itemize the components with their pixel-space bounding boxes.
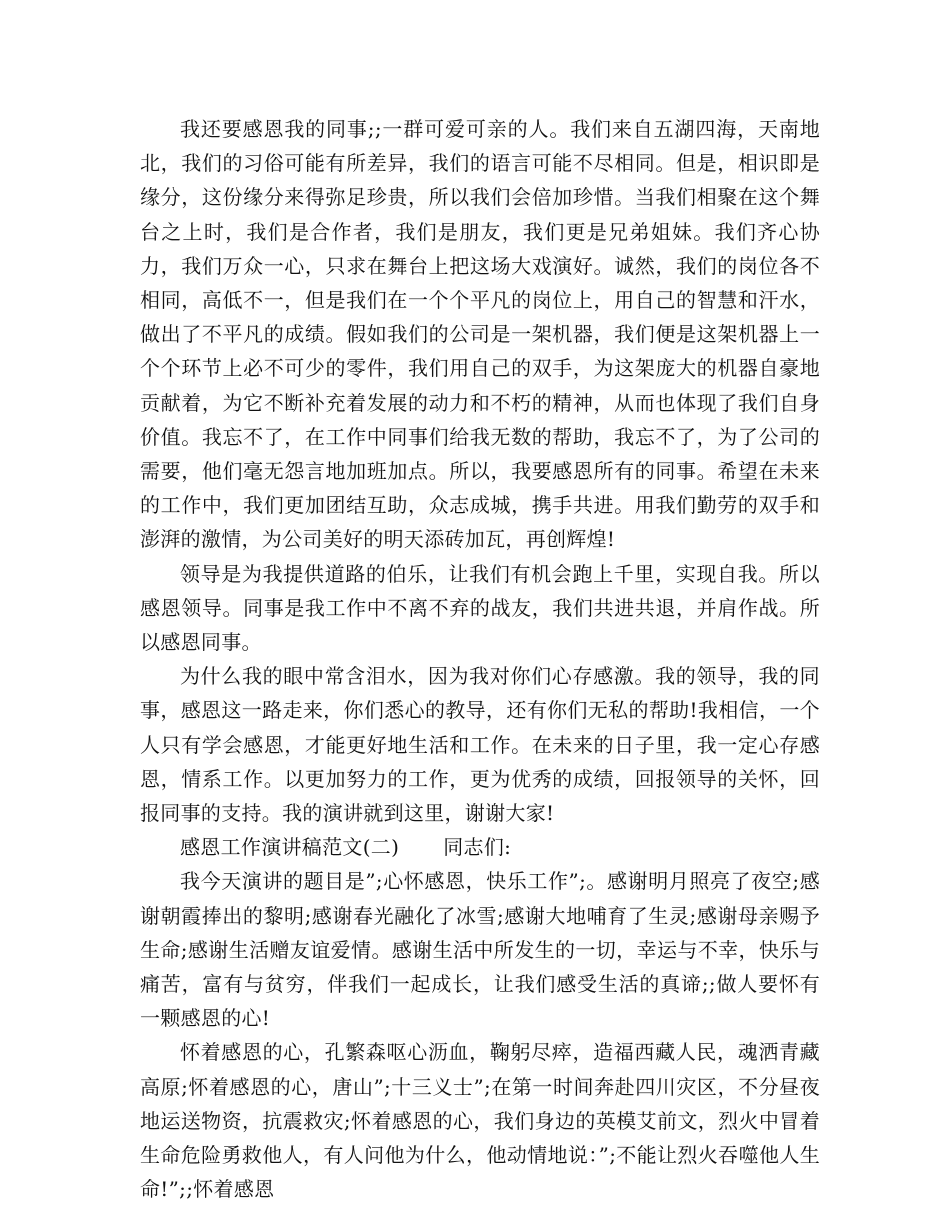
section-heading — [140, 830, 820, 864]
document-body — [140, 112, 820, 1207]
paragraph-speech-topic: 我今天演讲的题目是”;心怀感恩，快乐工作”;。感谢明月照亮了夜空;感谢朝霞捧出的黎明;感谢春光融化了冰雪;感谢大地哺育了生灵;感谢母亲赐予生命;感谢生活赠友谊爱情。感谢生活中所发生的一切，幸运与不幸，快乐与痛苦，富有与贫穷，伴我们一起成长，让我们感受生活的真谛;;做人要怀有一颗感恩的心! — [140, 869, 820, 1031]
section-title: 感恩工作演讲稿范文(二) — [180, 835, 400, 860]
paragraph-leaders-colleagues: 领导是为我提供道路的伯乐，让我们有机会跑上千里，实现自我。所以感恩领导。同事是我工作中不离不弃的战友，我们共进共退，并肩作战。所以感恩同事。 — [140, 561, 820, 655]
paragraph-closing: 为什么我的眼中常含泪水，因为我对你们心存感激。我的领导，我的同事，感恩这一路走来，你们悉心的教导，还有你们无私的帮助!我相信，一个人只有学会感恩，才能更好地生活和工作。在未来的日子里，我一定心存感恩，情系工作。以更加努力的工作，更为优秀的成绩，回报领导的关怀，回报同事的支持。我的演讲就到这里，谢谢大家! — [140, 664, 820, 826]
section-salutation: 同志们: — [443, 835, 512, 860]
paragraph-examples: 怀着感恩的心，孔繁森呕心沥血，鞠躬尽瘁，造福西藏人民，魂洒青藏高原;怀着感恩的心，唐山”;十三义士”;在第一时间奔赴四川灾区，不分昼夜地运送物资，抗震救灾;怀着感恩的心，我们身边的英模艾前文，烈火中冒着生命危险勇救他人，有人问他为什么，他动情地说：”;不能让烈火吞噬他人生命!”;;怀着感恩 — [140, 1040, 820, 1202]
paragraph-gratitude-colleagues: 我还要感恩我的同事;;一群可爱可亲的人。我们来自五湖四海，天南地北，我们的习俗可能有所差异，我们的语言可能不尽相同。但是，相识即是缘分，这份缘分来得弥足珍贵，所以我们会倍加珍惜。当我们相聚在这个舞台之上时，我们是合作者，我们是朋友，我们更是兄弟姐妹。我们齐心协力，我们万众一心，只求在舞台上把这场大戏演好。诚然，我们的岗位各不相同，高低不一，但是我们在一个个平凡的岗位上，用自己的智慧和汗水，做出了不平凡的成绩。假如我们的公司是一架机器，我们便是这架机器上一个个环节上必不可少的零件，我们用自己的双手，为这架庞大的机器自豪地贡献着，为它不断补充着发展的动力和不朽的精神，从而也体现了我们自身价值。我忘不了，在工作中同事们给我无数的帮助，我忘不了，为了公司的需要，他们毫无怨言地加班加点。所以，我要感恩所有的同事。希望在未来的工作中，我们更加团结互助，众志成城，携手共进。用我们勤劳的双手和澎湃的激情，为公司美好的明天添砖加瓦，再创辉煌! — [140, 117, 820, 552]
